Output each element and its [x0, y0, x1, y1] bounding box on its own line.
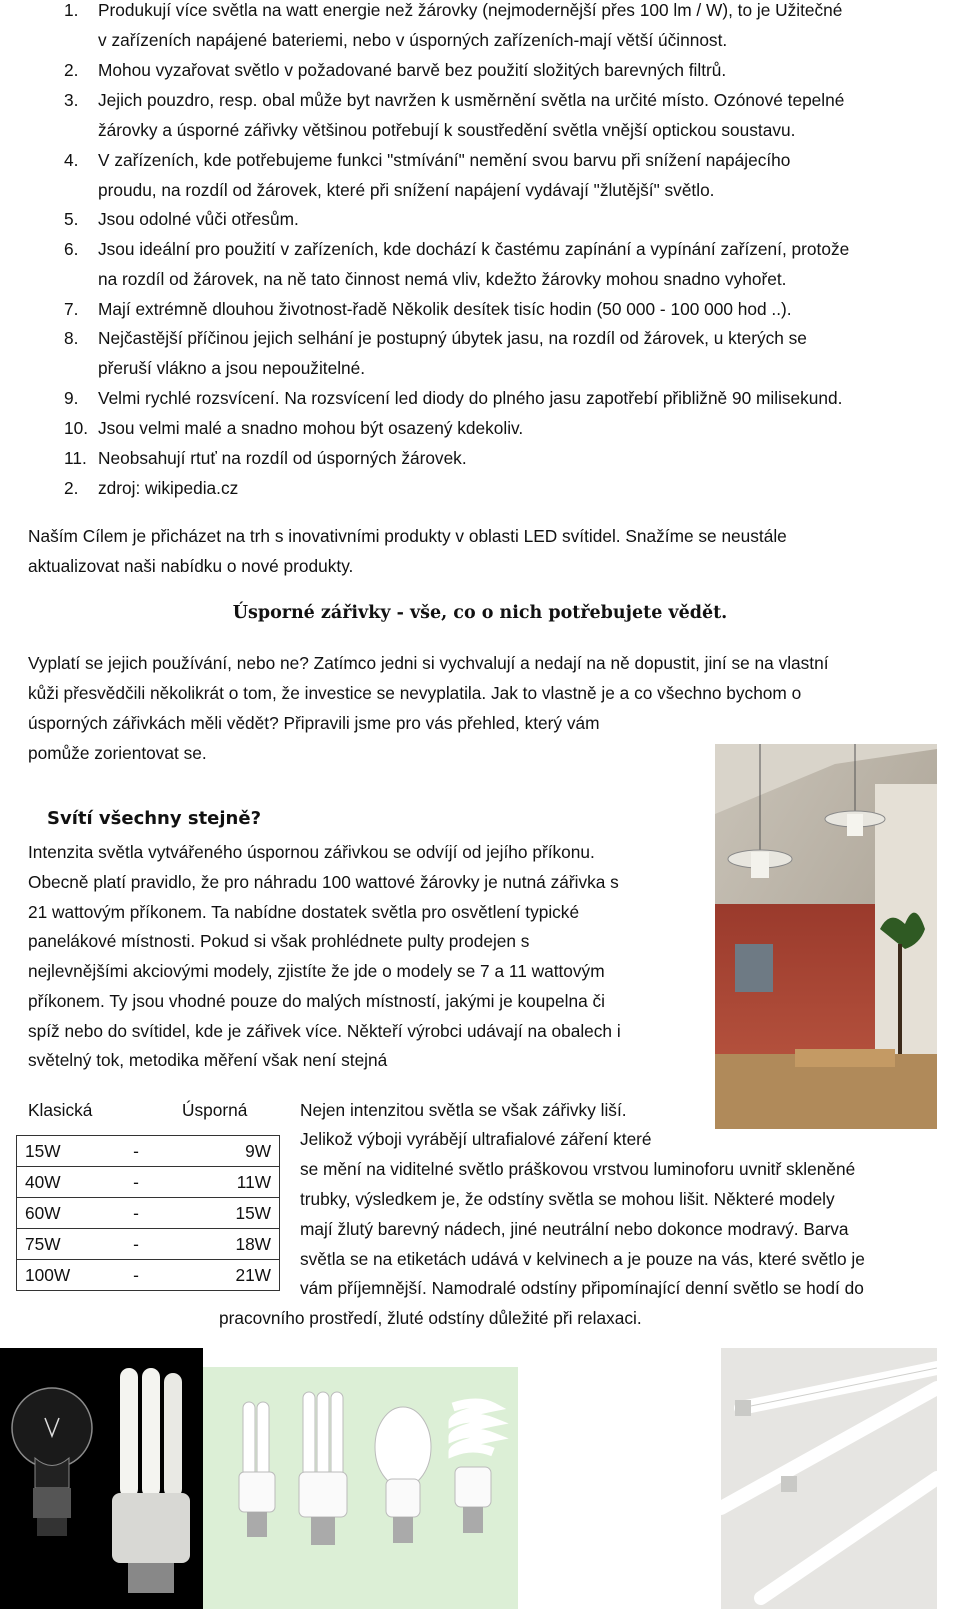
- paragraph-text: nejlevnějšími akciovými modely, zjistíte že jde o modely se 7 a 11 wattovým: [28, 961, 605, 981]
- table-row: [17, 1136, 280, 1167]
- list-number: 3.: [64, 90, 79, 110]
- list-text: zdroj: wikipedia.cz: [98, 478, 239, 498]
- table-header-saving: Úsporná: [182, 1100, 248, 1120]
- fluorescent-tubes-photo: [721, 1348, 937, 1609]
- table-row: [17, 1260, 280, 1291]
- paragraph-text: Obecně platí pravidlo, že pro náhradu 100 wattové žárovky je nutná zářivka s: [28, 872, 619, 892]
- list-number: 2.: [64, 60, 79, 80]
- list-number: 2.: [64, 478, 79, 498]
- paragraph-text: světelný tok, metodika měření však není stejná: [28, 1050, 388, 1070]
- compact-bulbs-photo: [203, 1367, 518, 1609]
- paragraph-text: Vyplatí se jejich používání, nebo ne? Zatímco jedni si vychvalují a nedají na ně dopustit, jiní se na vlastní: [28, 653, 829, 673]
- list-text: přeruší vlákno a jsou nepoužitelné.: [98, 358, 366, 378]
- paragraph-text: Jelikož výboji vyrábějí ultrafialové záření které: [300, 1129, 652, 1149]
- classic-watt: 60W: [17, 1198, 109, 1229]
- list-number: 7.: [64, 299, 79, 319]
- list-text: V zařízeních, kde potřebujeme funkci "stmívání" nemění svou barvu při snížení napájecího: [98, 150, 791, 170]
- classic-watt: 75W: [17, 1229, 109, 1260]
- table-row: [17, 1198, 280, 1229]
- section-subheading: Svítí všechny stejně?: [47, 808, 262, 829]
- dash: -: [108, 1167, 164, 1198]
- dash: -: [108, 1136, 164, 1167]
- list-text: Jejich pouzdro, resp. obal může byt navržen k usměrnění světla na určité místo. Ozónové tepelné: [98, 90, 845, 110]
- saving-watt: 11W: [164, 1167, 280, 1198]
- classic-watt: 15W: [17, 1136, 109, 1167]
- bulbs-black-photo: [0, 1348, 203, 1609]
- list-text: Produkují více světla na watt energie než žárovky (nejmodernější přes 100 lm / W), to je Užitečné: [98, 0, 843, 20]
- paragraph-text: trubky, výsledkem je, že odstíny světla se mohou lišit. Některé modely: [300, 1189, 835, 1209]
- paragraph-text: úsporných zářivkách měli vědět? Připravili jsme pro vás přehled, který vám: [28, 713, 600, 733]
- list-text: Jsou ideální pro použití v zařízeních, kde dochází k častému zapínání a vypínání zařízení, protože: [98, 239, 850, 259]
- article-heading: Úsporné zářivky - vše, co o nich potřebujete vědět.: [232, 603, 728, 623]
- classic-watt: 100W: [17, 1260, 109, 1291]
- list-text: Mají extrémně dlouhou životnost-řadě Několik desítek tisíc hodin (50 000 - 100 000 hod ..).: [98, 299, 792, 319]
- wattage-table: [16, 1135, 280, 1291]
- paragraph-text: spíž nebo do svítidel, kde je zářivek více. Někteří výrobci udávají na obalech i: [28, 1021, 621, 1041]
- paragraph-text: pracovního prostředí, žluté odstíny důležité při relaxaci.: [219, 1308, 642, 1328]
- dash: -: [108, 1198, 164, 1229]
- list-number: 1.: [64, 0, 79, 20]
- saving-watt: 9W: [164, 1136, 280, 1167]
- paragraph-text: vám příjemnější. Namodralé odstíny připomínající denní světlo se hodí do: [300, 1278, 864, 1298]
- paragraph-text: světla se na etiketách udává v kelvinech a je pouze na vás, které světlo je: [300, 1249, 865, 1269]
- dash: -: [108, 1229, 164, 1260]
- paragraph-text: Nejen intenzitou světla se však zářivky liší.: [300, 1100, 627, 1120]
- list-text: Neobsahují rtuť na rozdíl od úsporných žárovek.: [98, 448, 467, 468]
- list-text: Jsou velmi malé a snadno mohou být osazený kdekoliv.: [98, 418, 524, 438]
- paragraph-text: mají žlutý barevný nádech, jiné neutrální nebo dokonce modravý. Barva: [300, 1219, 849, 1239]
- list-text: Nejčastější příčinou jejich selhání je postupný úbytek jasu, na rozdíl od žárovek, u kterých se: [98, 328, 807, 348]
- list-number: 8.: [64, 328, 79, 348]
- paragraph-text: pomůže zorientovat se.: [28, 743, 207, 763]
- table-header-classic: Klasická: [28, 1100, 93, 1120]
- list-text: Jsou odolné vůči otřesům.: [98, 209, 299, 229]
- list-text: žárovky a úsporné zářivky většinou potřebují k soustředění světla vnější optickou soustavu.: [98, 120, 796, 140]
- classic-watt: 40W: [17, 1167, 109, 1198]
- paragraph-text: 21 wattovým příkonem. Ta nabídne dostatek světla pro osvětlení typické: [28, 902, 580, 922]
- list-number: 4.: [64, 150, 79, 170]
- list-text: proudu, na rozdíl od žárovek, které při snížení napájení vydávají "žlutější" světlo.: [98, 180, 715, 200]
- dash: -: [108, 1260, 164, 1291]
- list-text: na rozdíl od žárovek, na ně tato činnost nemá vliv, kdežto žárovky mohou snadno vyhořet.: [98, 269, 787, 289]
- saving-watt: 15W: [164, 1198, 280, 1229]
- list-text: Mohou vyzařovat světlo v požadované barvě bez použití složitých barevných filtrů.: [98, 60, 727, 80]
- paragraph-text: Intenzita světla vytvářeného úspornou zářivkou se odvíjí od jejího příkonu.: [28, 842, 595, 862]
- list-number: 10.: [64, 418, 89, 438]
- saving-watt: 21W: [164, 1260, 280, 1291]
- saving-watt: 18W: [164, 1229, 280, 1260]
- paragraph-text: panelákové místnosti. Pokud si však prohlédnete pulty prodejen s: [28, 931, 530, 951]
- list-number: 11.: [64, 448, 87, 468]
- list-number: 5.: [64, 209, 79, 229]
- paragraph-text: se mění na viditelné světlo práškovou vrstvou luminoforu uvnitř skleněné: [300, 1159, 856, 1179]
- list-text: v zařízeních napájené bateriemi, nebo v úsporných zařízeních-mají větší účinnost.: [98, 30, 728, 50]
- paragraph-text: kůži přesvědčili několikrát o tom, že investice se nevyplatila. Jak to vlastně je a co všechno bychom o: [28, 683, 802, 703]
- table-row: [17, 1167, 280, 1198]
- list-text: Velmi rychlé rozsvícení. Na rozsvícení led diody do plného jasu zapotřebí přibližně 90 milisekund.: [98, 388, 843, 408]
- list-number: 9.: [64, 388, 79, 408]
- intro-text: aktualizovat naši nabídku o nové produkty.: [28, 556, 354, 576]
- room-lamps-photo: [715, 744, 937, 1129]
- list-number: 6.: [64, 239, 79, 259]
- paragraph-text: příkonem. Ty jsou vhodné pouze do malých místností, jakými je koupelna či: [28, 991, 605, 1011]
- intro-text: Naším Cílem je přicházet na trh s inovativními produkty v oblasti LED svítidel. Snažíme se neustále: [28, 526, 787, 546]
- table-row: [17, 1229, 280, 1260]
